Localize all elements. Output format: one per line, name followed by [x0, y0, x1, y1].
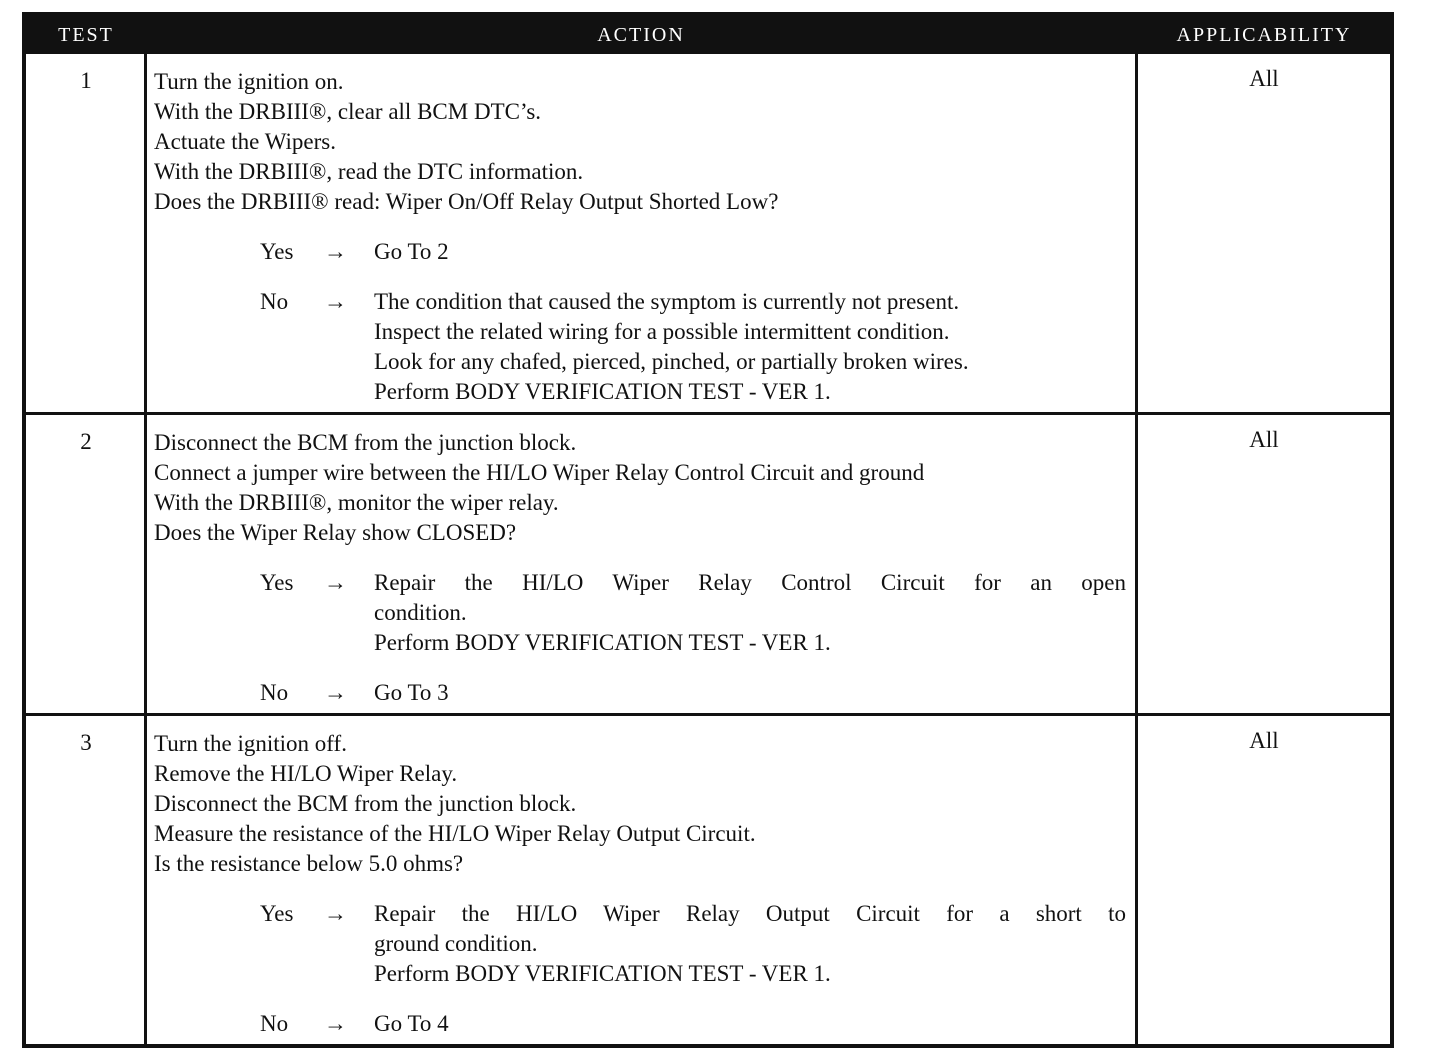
action-cell: [154, 67, 1134, 407]
no-branch: [154, 678, 1134, 708]
step: Does the DRBIII® read: Wiper On/Off Relay Output Shorted Low?: [154, 189, 779, 214]
step: Is the resistance below 5.0 ohms?: [154, 851, 464, 876]
step: Does the Wiper Relay show CLOSED?: [154, 520, 517, 545]
action-cell: [154, 729, 1134, 1039]
table-row: [26, 54, 1390, 414]
arrow-icon: →: [324, 570, 347, 595]
step: With the DRBIII®, clear all BCM DTC’s.: [154, 99, 542, 124]
step: Turn the ignition off.: [154, 731, 347, 756]
arrow-icon: →: [324, 901, 347, 926]
arrow-icon: →: [324, 289, 347, 314]
step: Disconnect the BCM from the junction block.: [154, 430, 577, 455]
yes-branch: [154, 237, 1134, 267]
no-result: Go To 3: [374, 680, 449, 705]
step: Turn the ignition on.: [154, 69, 344, 94]
applicability: All: [1249, 728, 1279, 753]
arrow-icon: →: [324, 1011, 347, 1036]
yes-label: Yes: [260, 901, 294, 926]
no-label: No: [260, 1011, 289, 1036]
arrow-icon: →: [324, 239, 347, 264]
header-test: TEST: [58, 24, 114, 46]
no-result: The condition that caused the symptom is currently not present.: [374, 289, 960, 314]
yes-branch: [154, 899, 1134, 989]
no-result: Look for any chafed, pierced, pinched, or partially broken wires.: [374, 349, 969, 374]
no-branch: [154, 1009, 1134, 1039]
applicability: All: [1249, 427, 1279, 452]
yes-result: Repair the HI/LO Wiper Relay Output Circuit for a short to: [374, 901, 1126, 926]
no-branch: [154, 287, 1134, 407]
step: With the DRBIII®, read the DTC information.: [154, 159, 584, 184]
step: Remove the HI/LO Wiper Relay.: [154, 761, 458, 786]
arrow-icon: →: [324, 680, 347, 705]
no-result: Perform BODY VERIFICATION TEST - VER 1.: [374, 379, 831, 404]
table-row: [26, 415, 1390, 713]
yes-result: ground condition.: [374, 931, 538, 956]
yes-label: Yes: [260, 570, 294, 595]
step: Measure the resistance of the HI/LO Wiper Relay Output Circuit.: [154, 821, 756, 846]
test-number: 3: [80, 730, 92, 755]
header-action: ACTION: [597, 24, 685, 46]
yes-result: Go To 2: [374, 239, 449, 264]
step: Connect a jumper wire between the HI/LO Wiper Relay Control Circuit and ground: [154, 460, 925, 485]
table-row: [26, 716, 1390, 1044]
test-number: 1: [80, 68, 92, 93]
yes-label: Yes: [260, 239, 294, 264]
header-applicability: APPLICABILITY: [1176, 24, 1352, 46]
step: With the DRBIII®, monitor the wiper relay.: [154, 490, 559, 515]
no-result: Inspect the related wiring for a possible intermittent condition.: [374, 319, 950, 344]
applicability: All: [1249, 66, 1279, 91]
diagnostic-table: [22, 12, 1394, 1048]
yes-result: Perform BODY VERIFICATION TEST - VER 1.: [374, 630, 831, 655]
table-header: [26, 16, 1390, 54]
no-result: Go To 4: [374, 1011, 449, 1036]
step: Disconnect the BCM from the junction block.: [154, 791, 577, 816]
no-label: No: [260, 289, 289, 314]
yes-result: Perform BODY VERIFICATION TEST - VER 1.: [374, 961, 831, 986]
yes-result: Repair the HI/LO Wiper Relay Control Circuit for an open: [374, 570, 1126, 595]
no-label: No: [260, 680, 289, 705]
yes-branch: [154, 568, 1134, 658]
step: Actuate the Wipers.: [154, 129, 336, 154]
yes-result: condition.: [374, 600, 467, 625]
test-number: 2: [80, 429, 92, 454]
action-cell: [154, 428, 1134, 708]
